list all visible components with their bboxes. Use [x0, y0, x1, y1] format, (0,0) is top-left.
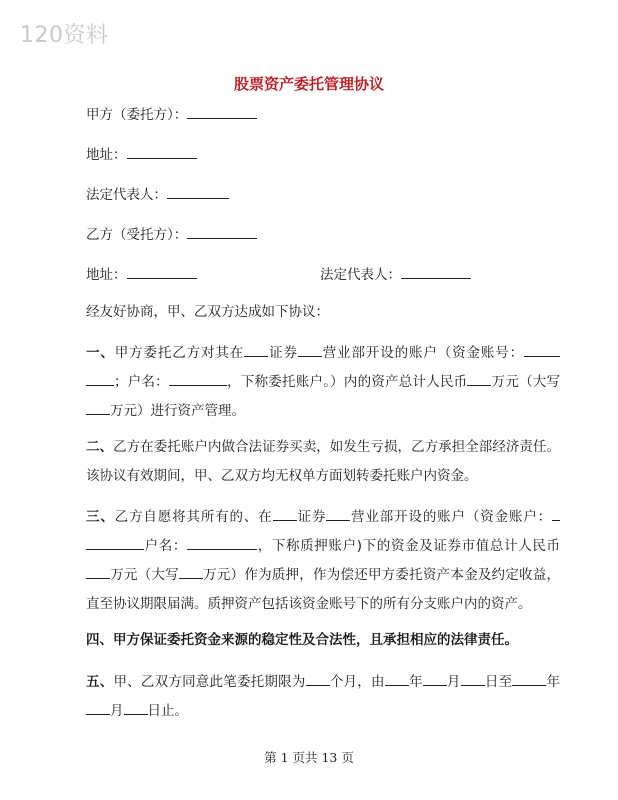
clause-3-text: 万元）作为质押，作为偿还甲方委托资产本金及约定收益，直至协议期限届满。质押资产包括该资金账号下的所有分支账户内的资产。 [86, 567, 560, 612]
blank [187, 535, 257, 550]
document-title: 股票资产委托管理协议 [233, 75, 384, 93]
address-a-label: 地址： [86, 147, 127, 163]
blank [423, 671, 447, 686]
clause-3-text: 乙方自愿将其所有的、在 [114, 509, 273, 525]
clause-1 [86, 339, 560, 426]
legal-rep-a-blank [167, 184, 229, 199]
clause-5-number: 五、 [86, 674, 114, 690]
blank [86, 700, 110, 715]
blank [552, 506, 560, 521]
clause-1-text: 营业部开设的账户（资金账号： [321, 345, 525, 361]
clause-3-text: 万元（大写 [110, 567, 179, 583]
intro-text: 经友好协商，甲、乙双方达成如下协议： [86, 304, 329, 320]
blank [536, 671, 546, 686]
clause-4: 四、甲方保证委托资金来源的稳定性及合法性，且承担相应的法律责任。 [86, 632, 518, 648]
legal-rep-b-label: 法定代表人： [320, 267, 401, 283]
page-footer: 第 1 页共 13 页 [264, 750, 354, 765]
clause-5-text: 甲、乙双方同意此笔委托期限为 [113, 674, 306, 690]
clause-3-text: 营业部开设的账户（资金账户： [350, 509, 553, 525]
clause-2-number: 二、 [86, 439, 114, 455]
legal-rep-a-line [86, 184, 229, 204]
address-b-line [86, 264, 197, 284]
clause-3-text: 证券 [296, 509, 327, 525]
clause-2 [86, 433, 560, 491]
blank [385, 671, 409, 686]
blank [124, 700, 148, 715]
blank [86, 535, 144, 550]
party-b-blank [187, 224, 257, 239]
clause-3-text: ，下称质押账户)下的资金及证券市值总计人民币 [257, 538, 560, 554]
clause-5-text: 月 [110, 703, 124, 719]
clause-5-text: 个月，由 [329, 674, 385, 690]
address-b-blank [127, 264, 197, 279]
clause-1-text: 甲方委托乙方对其在 [114, 345, 245, 361]
clause-5-text: 日至 [484, 674, 513, 690]
legal-rep-b-line [320, 264, 471, 284]
party-a-blank [187, 104, 257, 119]
clause-1-text: 证券 [268, 345, 298, 361]
blank [86, 371, 114, 386]
blank [273, 506, 297, 521]
party-b-line [86, 224, 257, 244]
clause-1-text: 万元）进行资产管理。 [110, 403, 245, 419]
blank [298, 342, 322, 357]
address-a-line [86, 144, 197, 164]
blank [524, 342, 560, 357]
blank [86, 564, 110, 579]
clause-5-text: 年 [408, 674, 423, 690]
clause-3-text: 户名： [144, 538, 188, 554]
legal-rep-b-blank [401, 264, 471, 279]
party-a-line [86, 104, 257, 124]
clause-5-text: 日止。 [147, 703, 188, 719]
blank [244, 342, 268, 357]
clause-1-text: 万元（大写 [491, 374, 561, 390]
party-a-label: 甲方（委托方）： [86, 107, 188, 123]
blank [326, 506, 350, 521]
legal-rep-a-label: 法定代表人： [86, 187, 167, 203]
clause-1-text: ；户名： [114, 374, 169, 390]
blank [86, 400, 110, 415]
blank [512, 671, 536, 686]
blank [169, 371, 227, 386]
clause-5-text: 月 [446, 674, 461, 690]
watermark-logo: 120资料 [20, 23, 109, 48]
blank [306, 671, 330, 686]
clause-1-text: ，下称委托账户。）内的资产总计人民币 [226, 374, 468, 390]
blank [467, 371, 491, 386]
clause-5-text: 年 [546, 674, 561, 690]
blank [179, 564, 203, 579]
clause-2-text: 乙方在委托账户内做合法证券买卖，如发生亏损，乙方承担全部经济责任。该协议有效期间，甲、乙双方均无权单方面划转委托账户内资金。 [86, 439, 561, 484]
address-b-label: 地址： [86, 267, 127, 283]
party-b-label: 乙方（受托方）： [86, 227, 188, 243]
blank [461, 671, 485, 686]
clause-1-number: 一、 [86, 345, 115, 361]
address-a-blank [127, 144, 197, 159]
clause-3-number: 三、 [86, 509, 115, 525]
clause-3 [86, 503, 560, 619]
clause-5 [86, 668, 560, 726]
